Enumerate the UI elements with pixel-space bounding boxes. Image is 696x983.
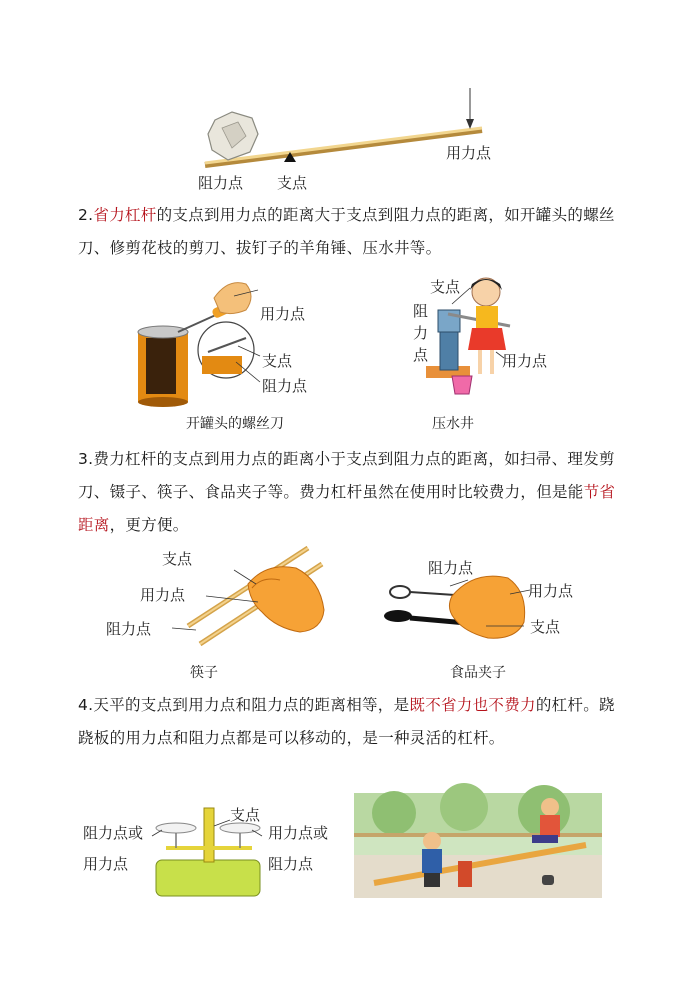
tongs-label-resistance-point: 阻力点 <box>428 559 474 577</box>
label-resistance-point: 阻力点 <box>198 174 244 192</box>
pump-label-resistance-char-3: 点 <box>413 346 429 364</box>
pump-label-fulcrum: 支点 <box>430 278 461 296</box>
pump-label-resistance-char-1: 阻 <box>413 302 429 320</box>
caption-food-tongs: 食品夹子 <box>450 665 506 681</box>
balance-scale-illustration <box>0 790 340 910</box>
scale-label-left-line2: 用力点 <box>83 855 129 873</box>
pump-label-effort-point: 用力点 <box>502 352 548 370</box>
lever-diagram <box>0 0 696 200</box>
tongs-label-effort-point: 用力点 <box>528 582 574 600</box>
section-4-paragraph: 4.天平的支点到用力点和阻力点的距离相等，是既不省力也不费力的杠杆。跷 跷板的用力点和阻力点都是可以移动的，是一种灵活的杠杆。 <box>78 696 615 747</box>
tongs-label-fulcrum: 支点 <box>530 618 561 636</box>
caption-can-opener: 开罐头的螺丝刀 <box>186 416 284 432</box>
scale-label-fulcrum: 支点 <box>230 806 261 824</box>
label-effort-point: 用力点 <box>446 144 492 162</box>
chopsticks-label-resistance-point: 阻力点 <box>106 620 152 638</box>
water-pump-illustration <box>0 270 696 405</box>
food-tongs-illustration <box>0 540 696 660</box>
tongs-spoon <box>384 610 412 622</box>
pump-label-resistance-char-2: 力 <box>413 324 429 342</box>
term-force-saving-lever: 省力杠杆 <box>93 206 157 224</box>
section-3-paragraph: 3.费力杠杆的支点到用力点的距离小于支点到阻力点的距离，如扫帚、理发剪 刀、镊子、筷子、食品夹子等。费力杠杆虽然在使用时比较费力，但是能节省 距离，更方便。 <box>78 450 616 534</box>
can-label-fulcrum: 支点 <box>262 352 293 370</box>
scale-base <box>156 860 260 896</box>
chopsticks-label-fulcrum: 支点 <box>162 550 193 568</box>
can-label-effort-point: 用力点 <box>260 305 306 323</box>
scale-label-right-line1: 用力点或 <box>268 824 329 842</box>
hand <box>449 576 524 638</box>
scale-label-right-line2: 阻力点 <box>268 855 314 873</box>
term-neither-saving: 既不省力也不费力 <box>409 696 536 714</box>
caption-water-pump: 压水井 <box>432 416 474 432</box>
caption-chopsticks: 筷子 <box>190 665 218 681</box>
section-2-paragraph: 2.省力杠杆的支点到用力点的距离大于支点到阻力点的距离，如开罐头的螺丝 刀、修剪花枝的剪刀、拔钉子的羊角锤、压水井等。 <box>78 206 615 257</box>
label-fulcrum: 支点 <box>277 174 308 192</box>
scale-label-left-line1: 阻力点或 <box>83 824 144 842</box>
chopsticks-label-effort-point: 用力点 <box>140 586 186 604</box>
can-label-resistance-point: 阻力点 <box>262 377 308 395</box>
seesaw-illustration <box>354 793 602 898</box>
